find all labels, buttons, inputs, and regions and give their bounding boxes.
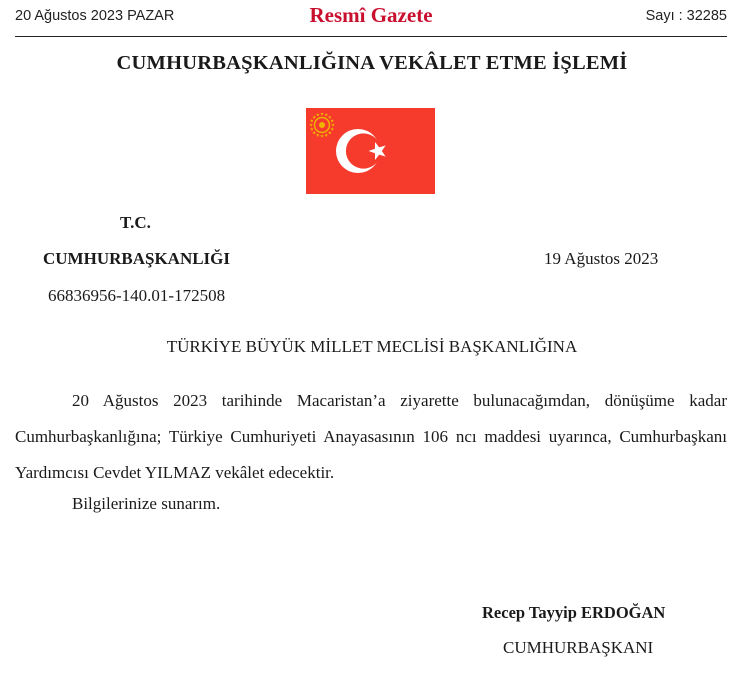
signer-title: CUMHURBAŞKANI: [503, 638, 654, 657]
signer-name: Recep Tayyip ERDOĞAN: [482, 603, 666, 622]
closing-line: Bilgilerinize sunarım.: [72, 494, 221, 513]
presidential-flag-icon: [306, 108, 435, 194]
recipient-line: TÜRKİYE BÜYÜK MİLLET MECLİSİ BAŞKANLIĞINA: [166, 337, 578, 356]
letter-body: 20 Ağustos 2023 tarihinde Macaristan’a ziyarette bulunacağımdan, dönüşüme kadar Cumhurbaşkanlığına; Türkiye Cumhuriyeti Anayasasının 106 ncı maddesi uyarınca, Cumhurbaşkanı Yardımcısı Cevdet YILMAZ vekâlet edecektir.: [15, 391, 727, 482]
header-date: 20 Ağustos 2023 PAZAR: [15, 8, 175, 24]
gazette-name: Resmî Gazete: [309, 3, 433, 27]
presidency-heading: CUMHURBAŞKANLIĞI: [43, 249, 231, 268]
tc-heading: T.C.: [120, 213, 151, 232]
gazette-header: [15, 0, 727, 37]
reference-number: 66836956-140.01-172508: [48, 286, 226, 305]
document-title: CUMHURBAŞKANLIĞINA VEKÂLET ETME İŞLEMİ: [116, 52, 628, 74]
letter-date: 19 Ağustos 2023: [544, 249, 659, 268]
issue-number: Sayı : 32285: [645, 8, 727, 24]
